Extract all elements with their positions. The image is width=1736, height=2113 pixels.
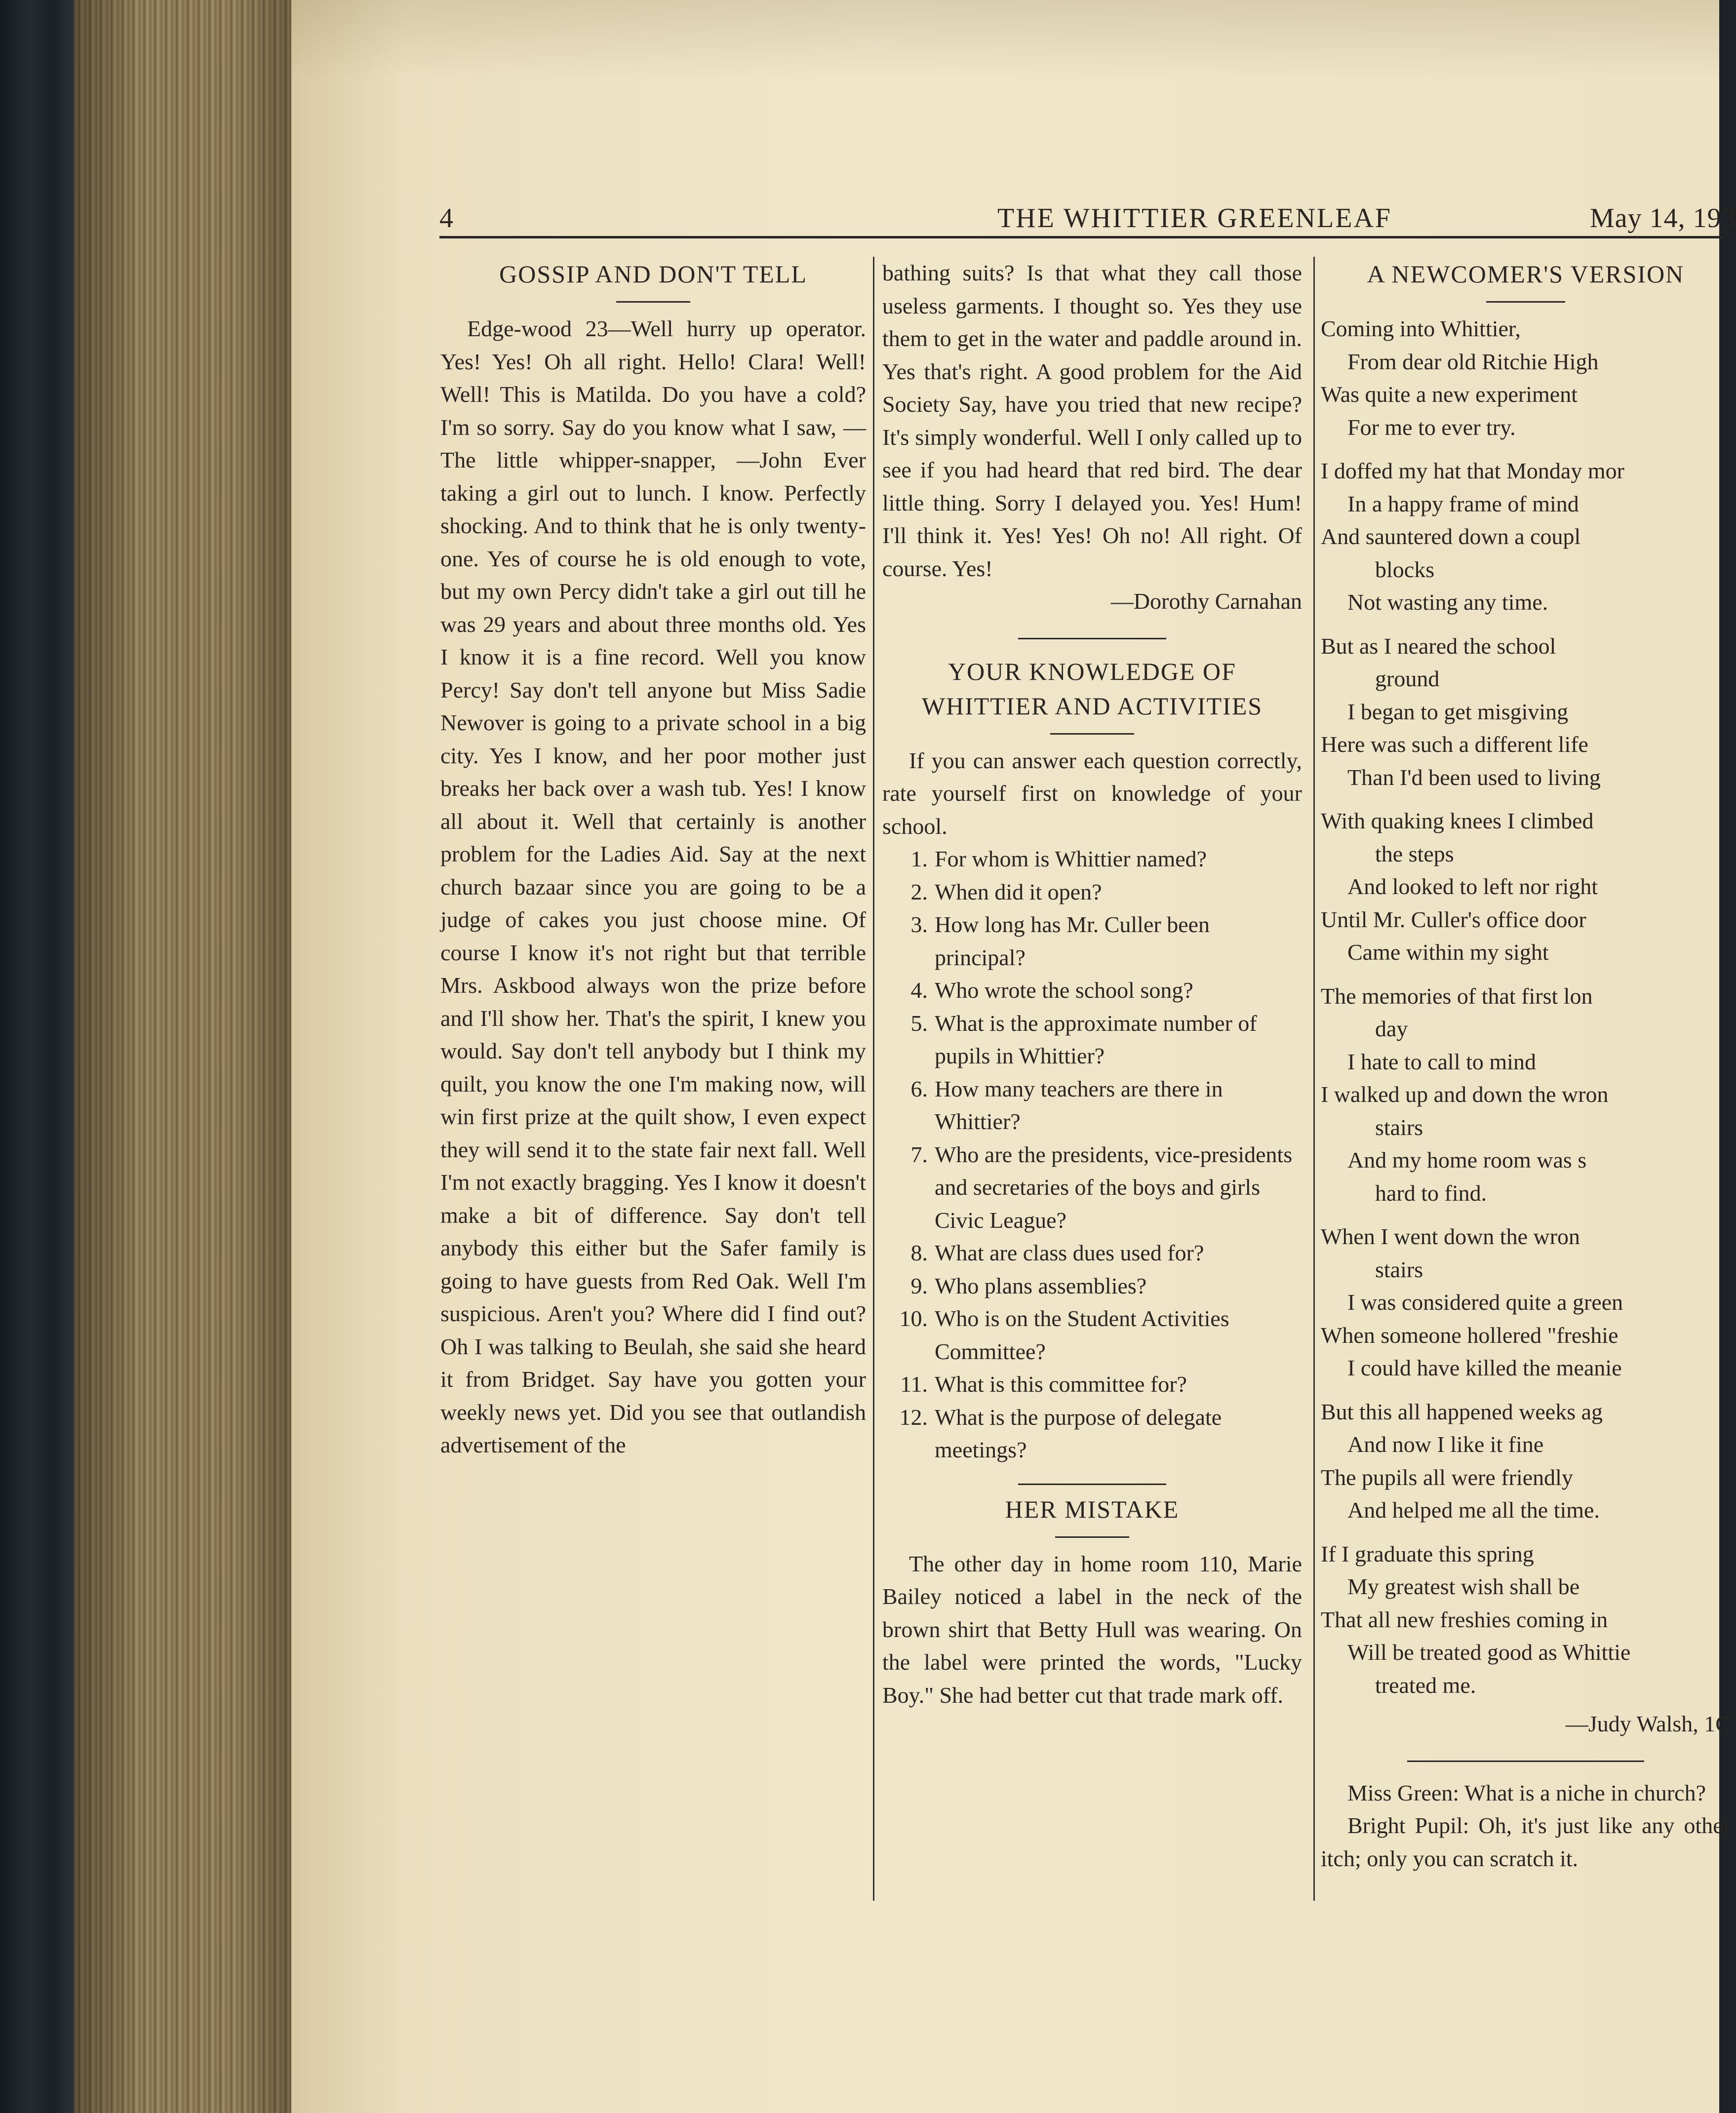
poem-line: the steps <box>1375 841 1454 866</box>
joke-answer: Bright Pupil: Oh, it's just like any other itch; only you can scratch it. <box>1321 1813 1731 1871</box>
poem-line: The memories of that first lon <box>1321 983 1593 1009</box>
poem-line: With quaking knees I climbed <box>1321 808 1594 833</box>
mistake-title-rule <box>1055 1536 1129 1538</box>
quiz-question <box>882 1270 1302 1303</box>
poem-stanza <box>1321 455 1731 619</box>
poem-line: But this all happened weeks ag <box>1321 1399 1603 1424</box>
knowledge-title-rule <box>1050 733 1134 735</box>
gossip-title-rule <box>616 301 690 303</box>
quiz-question <box>882 843 1302 876</box>
question-number: 10. <box>899 1306 928 1331</box>
poem-line: When someone hollered "freshie <box>1321 1322 1618 1348</box>
gossip-title: GOSSIP AND DON'T TELL <box>499 260 807 288</box>
poem-line: I was considered quite a green <box>1347 1290 1623 1315</box>
section-rule <box>1407 1761 1644 1762</box>
poem-line: And my home room was s <box>1347 1147 1587 1173</box>
question-number: 11. <box>900 1371 928 1397</box>
mistake-title: HER MISTAKE <box>1005 1495 1180 1523</box>
quiz-list <box>882 843 1302 1467</box>
question-number: 3. <box>910 912 928 937</box>
poem-line: stairs <box>1375 1114 1423 1140</box>
newcomer-signature: —Judy Walsh, 1C <box>1565 1711 1731 1736</box>
question-text: Who plans assemblies? <box>935 1273 1147 1298</box>
question-number: 12. <box>899 1404 928 1430</box>
question-number: 5. <box>910 1010 928 1036</box>
poem-line: hard to find. <box>1375 1180 1487 1206</box>
newcomer-poem <box>1321 313 1731 1702</box>
poem-line: Coming into Whittier, <box>1321 316 1521 341</box>
newcomer-title-rule <box>1486 301 1565 303</box>
gossip-signature: —Dorothy Carnahan <box>1110 588 1302 614</box>
question-text: When did it open? <box>935 879 1102 904</box>
column-3 <box>1321 257 1731 1875</box>
poem-line: And sauntered down a coupl <box>1321 524 1581 549</box>
poem-line: And looked to left nor right <box>1347 874 1598 899</box>
poem-line: That all new freshies coming in <box>1321 1606 1608 1632</box>
poem-line: I began to get misgiving <box>1347 699 1569 724</box>
quiz-question <box>882 1237 1302 1270</box>
poem-stanza <box>1321 1396 1731 1527</box>
newcomer-title: A NEWCOMER'S VERSION <box>1367 260 1685 288</box>
poem-line: blocks <box>1375 556 1435 582</box>
poem-line: And helped me all the time. <box>1347 1497 1600 1523</box>
knowledge-title-line2: WHITTIER AND ACTIVITIES <box>921 692 1263 720</box>
question-text: How many teachers are there in Whittier? <box>935 1076 1223 1134</box>
joke-question: Miss Green: What is a niche in church? <box>1347 1780 1706 1805</box>
section-rule <box>1018 1484 1166 1485</box>
gossip-continuation: bathing suits? Is that what they call those useless garments. I thought so. Yes they use them to get in the water and paddle around in. Yes that's right. A good problem for the Aid Society Say, have you tried that new recipe? It's simply wonderful. Well I only called up to see if you had heard that red bird. The dear little thing. Sorry I delayed you. Yes! Hum! I'll think it. Yes! Yes! Oh no! All right. Of course. Yes! <box>882 260 1302 581</box>
poem-stanza <box>1321 1538 1731 1702</box>
question-text: What is this committee for? <box>935 1371 1187 1397</box>
poem-line: I could have killed the meanie <box>1347 1355 1622 1380</box>
issue-date: May 14, 193 <box>1590 203 1736 234</box>
question-text: For whom is Whittier named? <box>935 846 1207 871</box>
question-text: What is the purpose of delegate meetings? <box>935 1404 1222 1462</box>
page-edges <box>74 0 291 2113</box>
poem-line: Will be treated good as Whittie <box>1347 1640 1631 1665</box>
question-text: What is the approximate number of pupils in Whittier? <box>935 1010 1257 1068</box>
question-number: 8. <box>910 1240 928 1265</box>
mistake-body: The other day in home room 110, Marie Bailey noticed a label in the neck of the brown shirt that Betty Hull was wearing. On the label were printed the words, "Lucky Boy." She had better cut that trade mark off. <box>882 1551 1302 1708</box>
quiz-question <box>882 1007 1302 1073</box>
poem-line: And now I like it fine <box>1347 1432 1544 1457</box>
poem-line: Until Mr. Culler's office door <box>1321 906 1586 932</box>
poem-line: My greatest wish shall be <box>1347 1574 1580 1599</box>
question-text: Who are the presidents, vice-presidents and secretaries of the boys and girls Civic League? <box>935 1141 1293 1233</box>
quiz-question <box>882 1368 1302 1401</box>
poem-line: stairs <box>1375 1256 1423 1282</box>
poem-stanza <box>1321 980 1731 1210</box>
quiz-question <box>882 974 1302 1007</box>
poem-line: From dear old Ritchie High <box>1347 349 1599 374</box>
poem-line: If I graduate this spring <box>1321 1541 1534 1566</box>
poem-line: ground <box>1375 666 1440 691</box>
column-divider-1 <box>873 257 874 1901</box>
question-text: Who wrote the school song? <box>935 978 1193 1003</box>
question-number: 7. <box>910 1141 928 1167</box>
poem-line: Than I'd been used to living <box>1347 764 1601 790</box>
poem-line: day <box>1375 1016 1408 1041</box>
poem-stanza <box>1321 313 1731 444</box>
page-number: 4 <box>439 203 454 234</box>
quiz-question <box>882 1302 1302 1368</box>
poem-stanza <box>1321 1220 1731 1385</box>
page-header <box>439 197 1736 237</box>
header-rule <box>439 236 1723 238</box>
column-1 <box>440 257 866 1462</box>
poem-line: treated me. <box>1375 1672 1476 1698</box>
publication-title: THE WHITTIER GREENLEAF <box>997 203 1392 234</box>
poem-line: Was quite a new experiment <box>1321 382 1578 407</box>
question-number: 6. <box>910 1076 928 1101</box>
column-divider-2 <box>1313 257 1315 1901</box>
poem-line: The pupils all were friendly <box>1321 1464 1573 1490</box>
question-text: Who is on the Student Activities Committee? <box>935 1306 1229 1364</box>
quiz-question <box>882 1073 1302 1138</box>
poem-line: Here was such a different life <box>1321 732 1588 757</box>
quiz-question <box>882 1401 1302 1467</box>
poem-line: I doffed my hat that Monday mor <box>1321 458 1624 483</box>
question-text: How long has Mr. Culler been principal? <box>935 912 1210 970</box>
question-number: 4. <box>910 978 928 1003</box>
quiz-question <box>882 908 1302 974</box>
poem-stanza <box>1321 805 1731 969</box>
question-number: 1. <box>910 846 928 871</box>
question-number: 9. <box>910 1273 928 1298</box>
section-rule <box>1018 638 1166 639</box>
knowledge-title-line1: YOUR KNOWLEDGE OF <box>948 657 1236 685</box>
book-binding <box>0 0 74 2113</box>
gossip-body: Edge-wood 23—Well hurry up operator. Yes! Yes! Oh all right. Hello! Clara! Well! Well! This is Matilda. Do you have a cold? I'm so sorry. Say do you know what I saw, —The little whipper-snapper, —John Ever taking a girl out to lunch. I know. Perfectly shocking. And to think that he is only twenty-one. Yes of course he is old enough to vote, but my own Percy didn't take a girl out till he was 29 years and about three months old. Yes I know it is a fine record. Well you know Percy! Say don't tell anyone but Miss Sadie Newover is going to a private school in a big city. Yes I know, and her poor mother just breaks her back over a wash tub. Yes! I know all about it. Well that certainly is another problem for the Ladies Aid. Say at the next church bazaar since you are going to be a judge of cakes you just choose mine. Of course I know it's not right but that terrible Mrs. Askbood always won the prize before and I'll show her. That's the spirit, I knew you would. Say don't tell anybody but I think my quilt, you know the one I'm making now, will win first prize at the quilt show, I even expect they will send it to the state fair next fall. Well I'm not exactly bragging. Yes I know it doesn't make a bit of difference. Say don't tell anybody this either but the Safer family is going to have guests from Red Oak. Well I'm suspicious. Aren't you? Where did I find out? Oh I was talking to Beulah, she said she heard it from Bridget. Say have you gotten your weekly news yet. Did you see that outlandish advertisement of the <box>440 316 866 1457</box>
column-2 <box>882 257 1302 1712</box>
poem-line: Not wasting any time. <box>1347 589 1548 615</box>
knowledge-intro: If you can answer each question correctly, rate yourself first on knowledge of your school. <box>882 747 1302 839</box>
poem-line: I hate to call to mind <box>1347 1049 1536 1074</box>
poem-stanza <box>1321 630 1731 794</box>
quiz-question <box>882 876 1302 909</box>
poem-line: For me to ever try. <box>1347 414 1516 440</box>
poem-line: I walked up and down the wron <box>1321 1082 1609 1107</box>
poem-line: When I went down the wron <box>1321 1224 1580 1249</box>
poem-line: Came within my sight <box>1347 939 1549 965</box>
question-number: 2. <box>910 879 928 904</box>
poem-line: In a happy frame of mind <box>1347 491 1579 516</box>
question-text: What are class dues used for? <box>935 1240 1204 1265</box>
poem-line: But as I neared the school <box>1321 633 1556 659</box>
quiz-question <box>882 1138 1302 1237</box>
newspaper-page <box>291 0 1736 2113</box>
